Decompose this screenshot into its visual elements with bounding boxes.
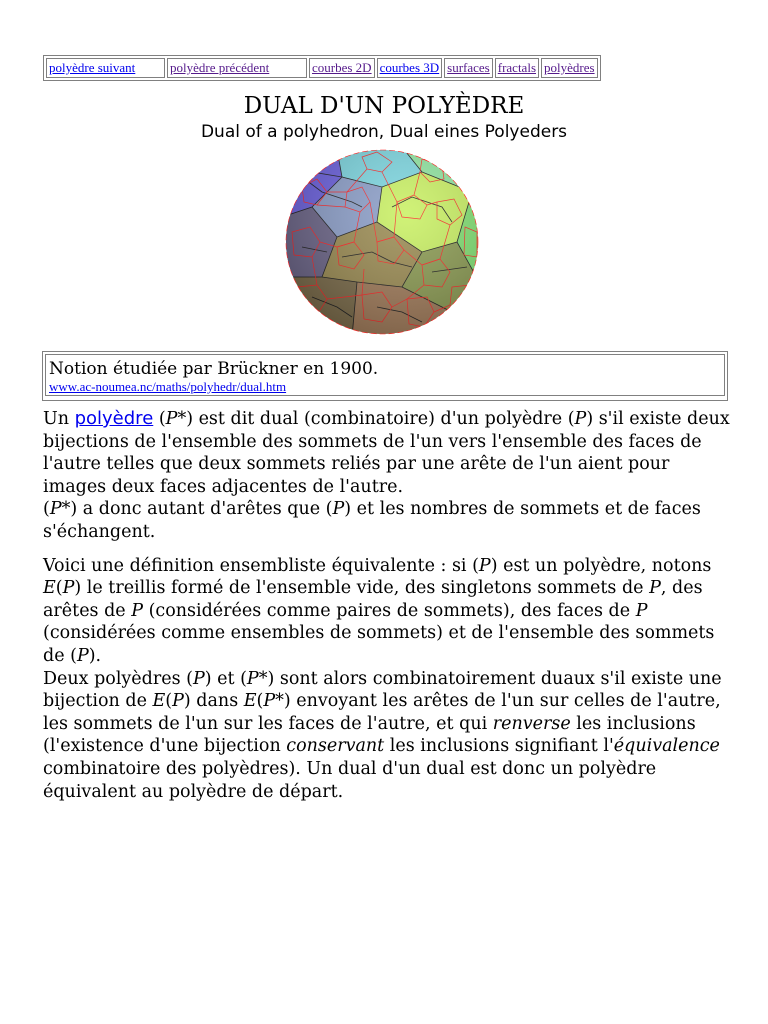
var-p: P <box>649 578 661 599</box>
emphasis-equivalence: équivalence <box>613 736 720 757</box>
text: *) a donc autant d'arêtes que ( <box>61 499 333 520</box>
text: *) sont alors combinatoirement duaux s'il existe une bijection de <box>43 668 722 712</box>
var-p: P <box>635 600 648 621</box>
nav-cell <box>46 58 165 78</box>
text: ) dans <box>183 691 244 712</box>
var-p: P <box>478 555 491 576</box>
text: ( <box>165 691 173 712</box>
nav-link-courbes-3d[interactable]: courbes 3D <box>379 60 440 75</box>
text: ( <box>256 691 264 712</box>
paragraph-set-definition <box>43 555 733 804</box>
var-p: P <box>62 578 75 599</box>
nav-bar <box>43 55 601 81</box>
var-p: P <box>131 600 143 621</box>
text: Un <box>43 409 75 429</box>
var-p: P <box>192 668 205 689</box>
var-p: P <box>246 668 259 689</box>
nav-link-polyedre-precedent[interactable]: polyèdre précédent <box>170 60 270 75</box>
var-p: P <box>76 645 89 666</box>
text: , des arêtes de <box>43 578 703 621</box>
polyhedron-faces <box>282 147 482 337</box>
text: ( <box>55 578 63 599</box>
text: ) et les nombres de sommets et de faces s'échangent. <box>43 499 701 542</box>
var-p: P <box>263 691 276 712</box>
note-box-inner <box>45 354 725 396</box>
nav-link-surfaces[interactable]: surfaces <box>447 60 490 75</box>
text: *) envoyant les arêtes de l'un sur celles de l'autre, les sommets de l'un sur les faces de l'autre, et qui <box>43 691 721 734</box>
text: *) est dit dual (combinatoire) d'un polyèdre ( <box>177 409 575 429</box>
text: ( <box>153 409 166 429</box>
note-text: Notion étudiée par Brückner en 1900. <box>49 359 379 379</box>
nav-cell <box>309 58 375 78</box>
page-subtitle: Dual of a polyhedron, Dual eines Polyeders <box>200 122 568 142</box>
source-link[interactable]: www.ac-noumea.nc/maths/polyhedr/dual.htm <box>49 379 287 394</box>
polyhedron-illustration <box>282 147 482 337</box>
article-body <box>43 408 733 814</box>
text: ) et ( <box>204 668 247 689</box>
nav-cell <box>377 58 443 78</box>
nav-cell <box>444 58 493 78</box>
text: ) est un polyèdre, notons <box>490 555 712 576</box>
nav-cell <box>541 58 598 78</box>
text: ). <box>88 645 102 666</box>
text: les inclusions signifiant l' <box>384 736 614 757</box>
polyedre-link[interactable]: polyèdre <box>74 408 154 429</box>
nav-link-fractals[interactable]: fractals <box>497 60 537 75</box>
text: ) s'il existe deux bijections de l'ensemble des sommets de l'un vers l'ensemble des faces de l'autre telles que deux sommets reliés par une arête de l'un aient pour images deux faces adjacentes de l'autre. <box>43 409 730 497</box>
text: Deux polyèdres ( <box>43 668 193 689</box>
text: ( <box>43 499 50 520</box>
nav-link-courbes-2d[interactable]: courbes 2D <box>312 60 372 75</box>
nav-link-polyedre-suivant[interactable]: polyèdre suivant <box>49 60 136 75</box>
var-e: E <box>243 691 257 712</box>
nav-cell <box>495 58 539 78</box>
note-box <box>42 351 728 401</box>
var-e: E <box>43 578 56 599</box>
emphasis-renverse: renverse <box>492 713 571 734</box>
text: (considérées comme ensembles de sommets) et de l'ensemble des sommets de ( <box>43 623 715 666</box>
var-p: P <box>165 409 178 429</box>
text: combinatoire des polyèdres). Un dual d'un dual est donc un polyèdre équivalent au polyèdre de départ. <box>43 758 657 802</box>
paragraph-definition <box>43 408 733 544</box>
text: ) le treillis formé de l'ensemble vide, des singletons sommets de <box>74 578 650 599</box>
text: (considérées comme paires de sommets), des faces de <box>143 600 636 621</box>
var-p: P <box>172 691 184 712</box>
var-e: E <box>152 691 166 712</box>
page-title: DUAL D'UN POLYÈDRE <box>243 93 525 119</box>
var-p: P <box>574 409 587 429</box>
var-p: P <box>49 499 62 520</box>
text: Voici une définition ensembliste équivalente : si ( <box>43 555 479 576</box>
nav-cell <box>167 58 307 78</box>
nav-link-polyedres[interactable]: polyèdres <box>544 60 595 75</box>
var-p: P <box>332 499 345 520</box>
emphasis-conservant: conservant <box>286 736 385 757</box>
text: les inclusions (l'existence d'une bijection <box>43 713 696 757</box>
